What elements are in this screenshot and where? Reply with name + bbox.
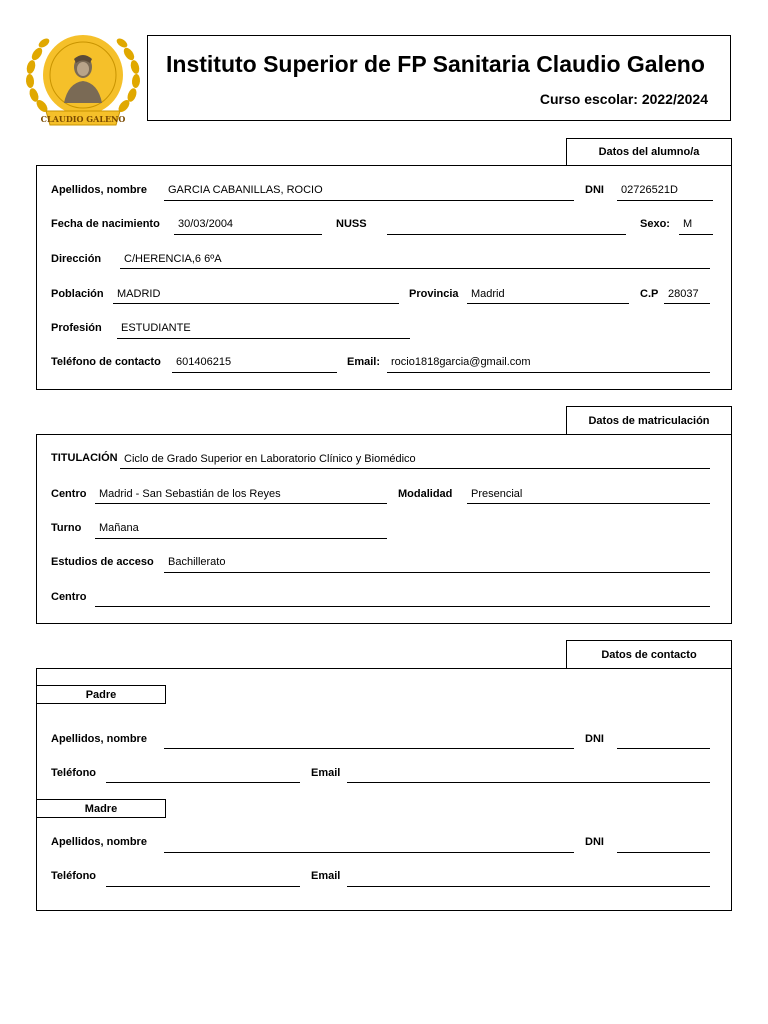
center-label: Centro xyxy=(51,488,87,500)
city-label: Población xyxy=(51,288,104,300)
postal-code-label: C.P xyxy=(640,288,659,300)
father-email-label: Email xyxy=(311,767,341,779)
sex-field[interactable]: M xyxy=(683,218,693,230)
postal-code-field[interactable]: 28037 xyxy=(668,288,699,300)
phone-field[interactable]: 601406215 xyxy=(176,356,232,368)
degree-label: TITULACIÓN xyxy=(51,452,118,464)
mode-field[interactable]: Presencial xyxy=(471,488,523,500)
province-label: Provincia xyxy=(409,288,459,300)
school-year: Curso escolar: 2022/2024 xyxy=(539,91,708,107)
address-field[interactable]: C/HERENCIA,6 6ºA xyxy=(124,253,222,265)
mother-name-label: Apellidos, nombre xyxy=(51,836,147,848)
center-field[interactable]: Madrid - San Sebastián de los Reyes xyxy=(99,488,281,500)
svg-text:CLAUDIO GALENO: CLAUDIO GALENO xyxy=(40,114,126,124)
school-seal-icon xyxy=(24,33,142,129)
father-phone-label: Teléfono xyxy=(51,767,97,779)
birth-date-field[interactable]: 30/03/2004 xyxy=(178,218,234,230)
tab-contact-data: Datos de contacto xyxy=(566,640,732,669)
degree-field[interactable]: Ciclo de Grado Superior en Laboratorio Clínico y Biomédico xyxy=(124,453,416,465)
shift-label: Turno xyxy=(51,522,82,534)
birth-date-label: Fecha de nacimiento xyxy=(51,218,160,230)
header-box xyxy=(147,35,731,121)
student-dni-field[interactable]: 02726521D xyxy=(621,184,678,196)
center2-label: Centro xyxy=(51,591,87,603)
tab-student-data: Datos del alumno/a xyxy=(566,138,732,166)
contact-section xyxy=(36,668,732,911)
sex-label: Sexo: xyxy=(640,218,670,230)
phone-label: Teléfono de contacto xyxy=(51,356,161,368)
mode-label: Modalidad xyxy=(398,488,453,500)
student-name-field[interactable]: GARCIA CABANILLAS, ROCIO xyxy=(168,184,323,196)
student-name-label: Apellidos, nombre xyxy=(51,184,147,196)
tab-enrollment-data: Datos de matriculación xyxy=(566,406,732,435)
father-subheader: Padre xyxy=(36,685,166,704)
job-field[interactable]: ESTUDIANTE xyxy=(121,322,191,334)
father-name-label: Apellidos, nombre xyxy=(51,733,147,745)
city-field[interactable]: MADRID xyxy=(117,288,161,300)
mother-email-label: Email xyxy=(311,870,341,882)
province-field[interactable]: Madrid xyxy=(471,288,505,300)
job-label: Profesión xyxy=(51,322,102,334)
father-dni-label: DNI xyxy=(585,733,604,745)
institute-title: Instituto Superior de FP Sanitaria Claudio Galeno xyxy=(166,51,705,77)
shift-field[interactable]: Mañana xyxy=(99,522,139,534)
email-label: Email: xyxy=(347,356,381,368)
email-field[interactable]: rocio1818garcia@gmail.com xyxy=(391,356,531,368)
address-label: Dirección xyxy=(51,253,102,265)
access-studies-label: Estudios de acceso xyxy=(51,556,154,568)
student-dni-label: DNI xyxy=(585,184,604,196)
mother-phone-label: Teléfono xyxy=(51,870,97,882)
mother-dni-label: DNI xyxy=(585,836,604,848)
school-logo xyxy=(24,33,142,129)
mother-subheader: Madre xyxy=(36,799,166,818)
nuss-label: NUSS xyxy=(336,218,367,230)
access-studies-field[interactable]: Bachillerato xyxy=(168,556,226,568)
